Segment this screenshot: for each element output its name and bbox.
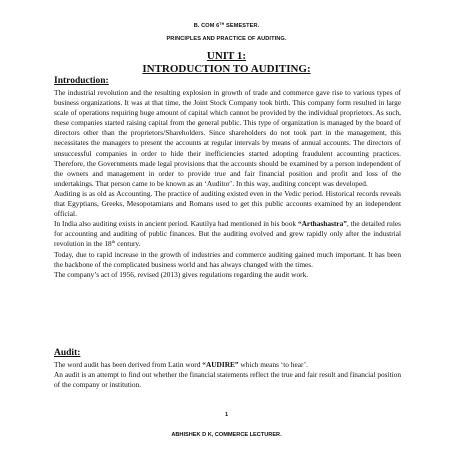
- subject-header: PRINCIPLES AND PRACTICE OF AUDITING.: [166, 36, 287, 42]
- intro-paragraph-5: The company’s act of 1956, revised (2013) gives regulations regarding the audit work.: [54, 269, 309, 279]
- unit-title: INTRODUCTION TO AUDITING:: [142, 63, 311, 75]
- page-number: 1: [224, 412, 229, 418]
- audit-body: [54, 360, 401, 390]
- course-header: B. COM 6TH SEMESTER.: [193, 22, 260, 29]
- intro-paragraph-2: Auditing is as old as Accounting. The practice of auditing existed even in the Vedic period. Historical records reveals that Egyptians, Greeks, Mesopotamians and Romans used to get this public accounts examined by an independent official.: [54, 188, 401, 219]
- introduction-heading: Introduction:: [54, 76, 109, 86]
- page-footer: ABHISHEK D K, COMMERCE LECTURER.: [171, 432, 282, 438]
- unit-number: UNIT 1:: [206, 50, 247, 62]
- audit-paragraph-1: The word audit has been derived from Latin word “AUDIRE” which means ‘to hear’.: [54, 360, 308, 369]
- audit-paragraph-2: An audit is an attempt to find out whether the financial statements reflect the true and fair result and financial position of the company or institution.: [54, 370, 401, 390]
- audit-heading: Audit:: [54, 348, 81, 358]
- intro-paragraph-3: In India also auditing exists in ancient period. Kautilya had mentioned in his book “Arthashastra”, the detailed rules for accounting and auditing of public finances. But the auditing evolved and grew rapidly only after the industrial revolution in the 18th century.: [54, 219, 401, 249]
- intro-paragraph-1: The industrial revolution and the resulting explosion in growth of trade and commerce gave rise to various types of business organizations. It was at that time, the Joint Stock Company took birth. This company form resulted in large scale of operations requiring huge amount of capital which cannot be provided by the individual proprietors. As such, these companies started raising capital from the general public. This type of organization is managed by the board of directors other than the proprietors/Shareholders. Since shareholders do not took part in the management, this necessitates the managers to present the accounts at regular intervals by means of annual accounts. The directors of unsuccessful companies in order to hide their inefficiencies started adopting fraudulent accounting practices. Therefore, the Governments made legal provisions that the accounts should be examined by a person independent of the owners and management in order to provide true and fair financial position and profit and loss of the undertakings. That person came to be known as an ‘Auditor’. In this way, auditing concept was developed.: [54, 88, 401, 188]
- intro-paragraph-4: Today, due to rapid increase in the growth of industries and commerce auditing gained much important. It has been the backbone of the complicated business world and has always changed with the times.: [54, 249, 401, 269]
- introduction-body: [54, 88, 401, 280]
